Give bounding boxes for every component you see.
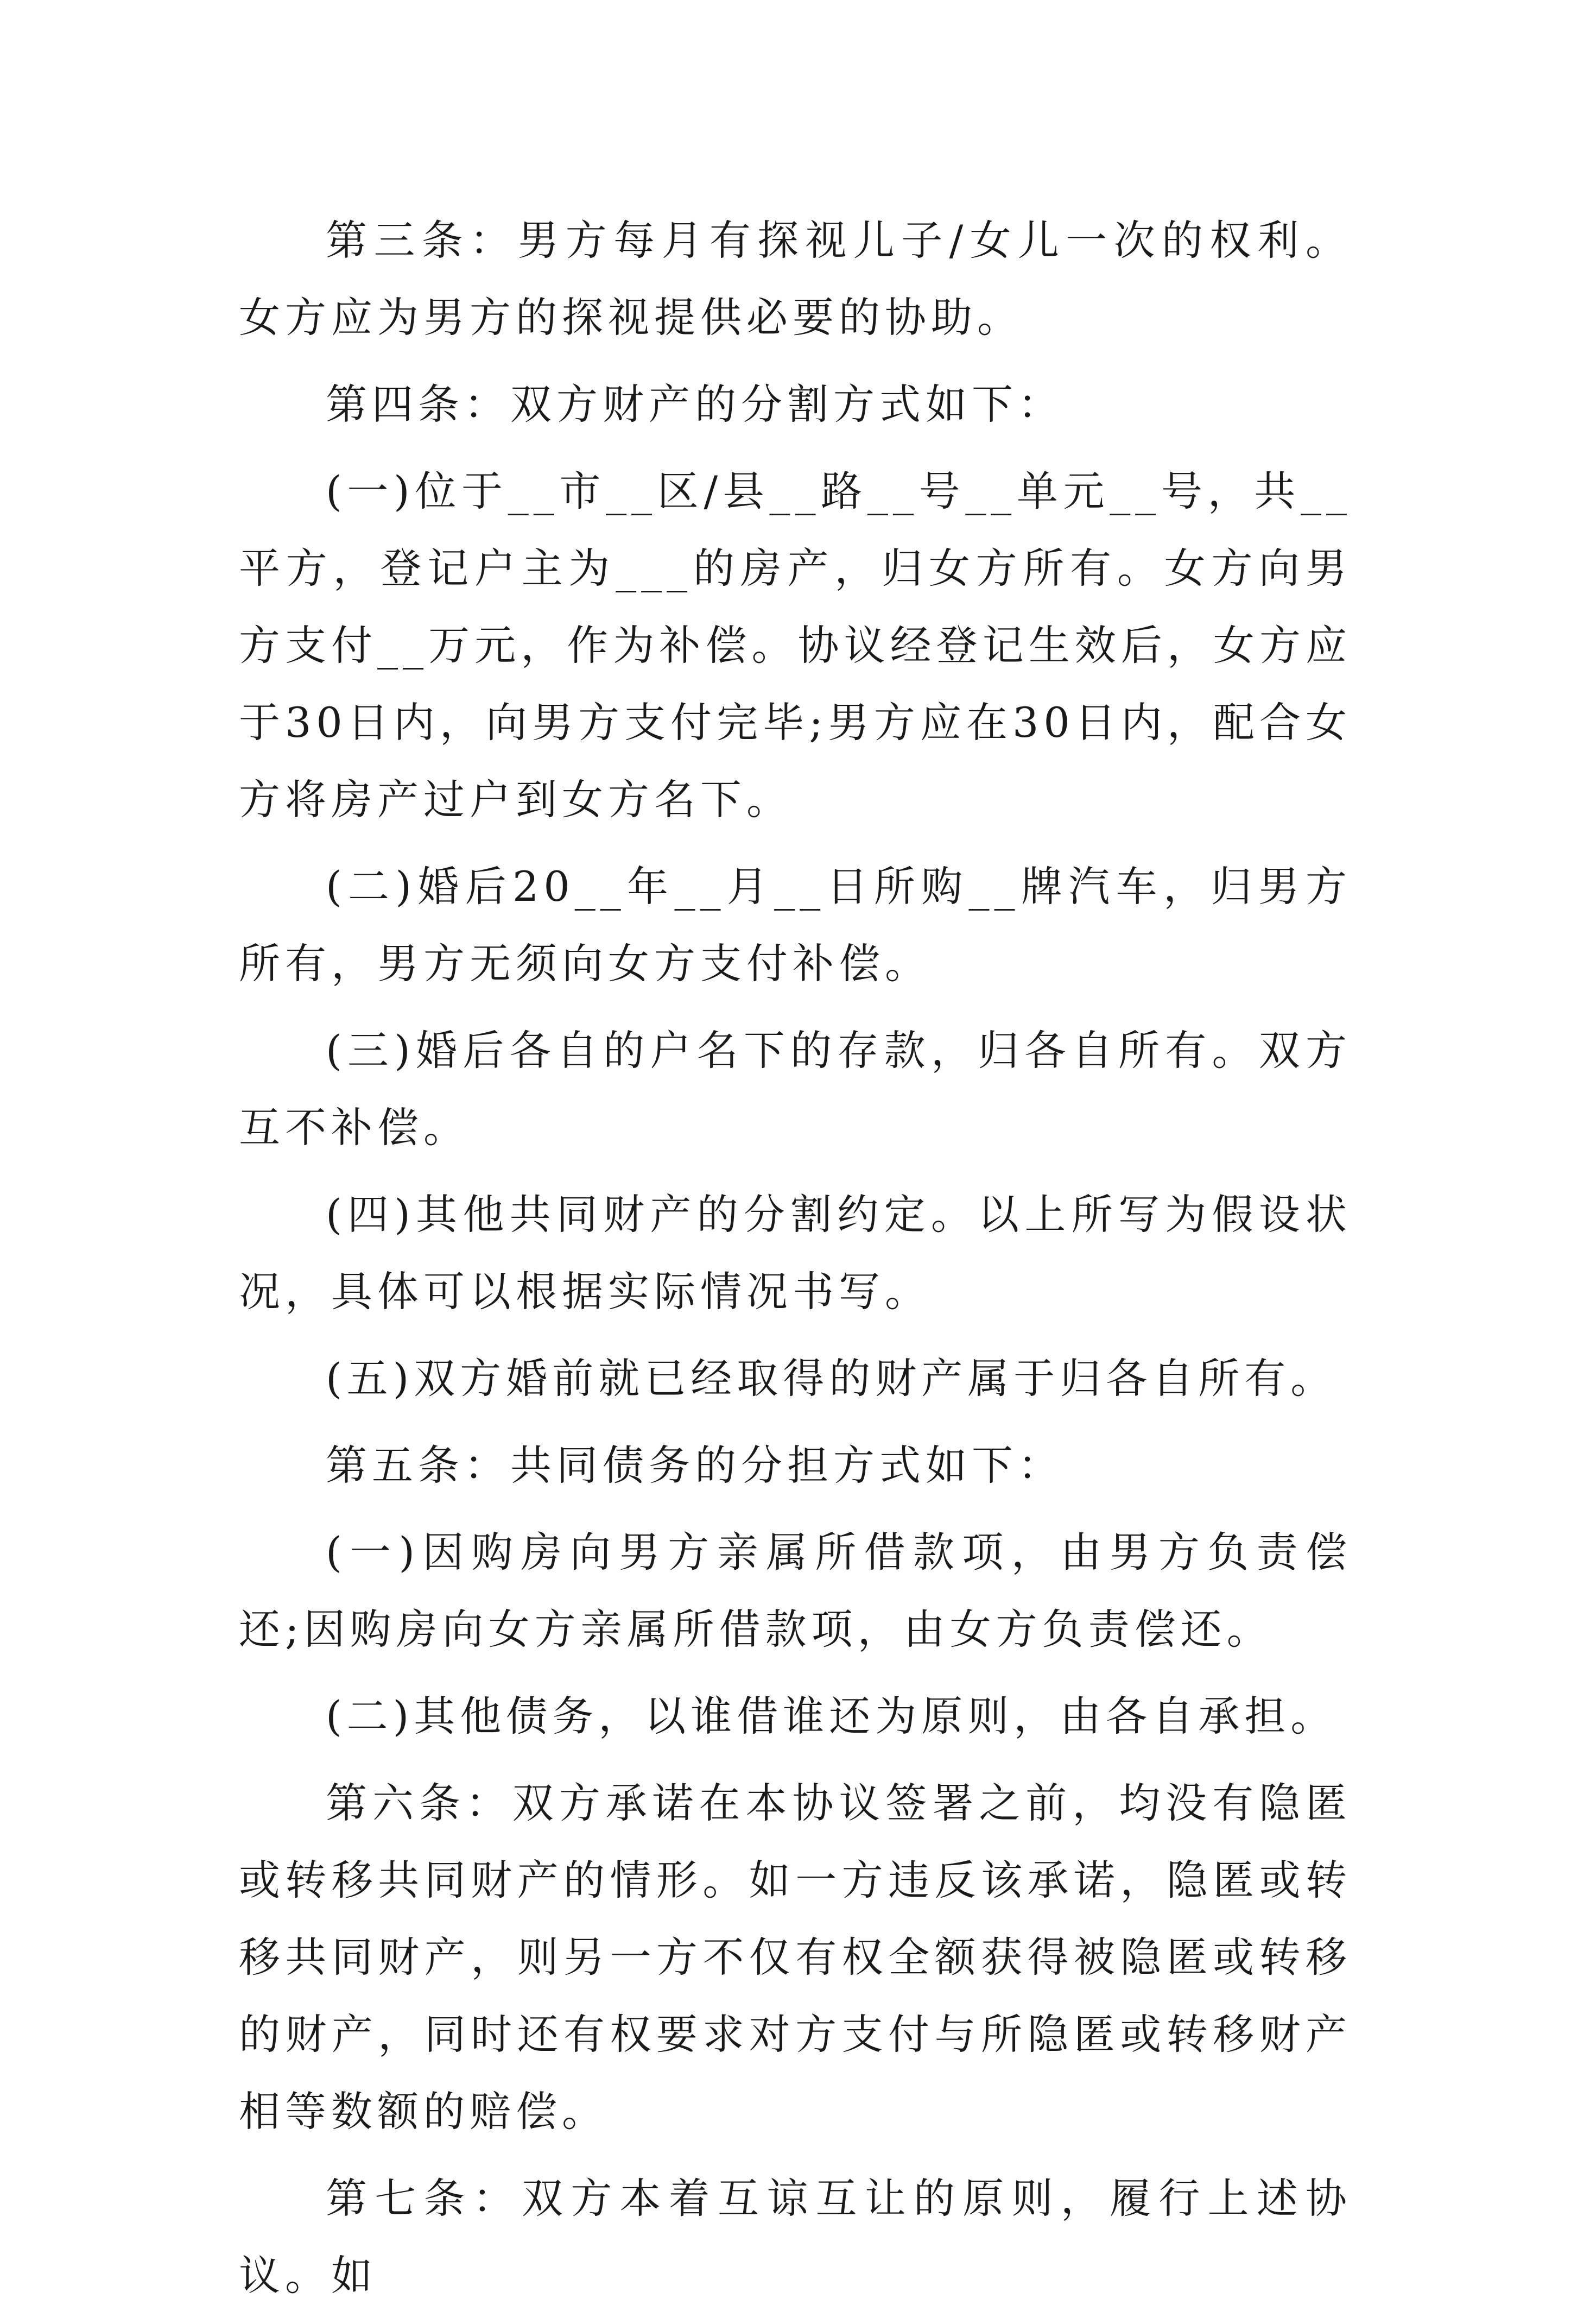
document-body <box>239 202 1352 2324</box>
article-4-item-1-house: (一)位于__市__区/县__路__号__单元__号，共__平方，登记户主为___的房产，归女方所有。女方向男方支付__万元，作为补偿。协议经登记生效后，女方应于30日内，向男方支付完毕;男方应在30日内，配合女方将房产过户到女方名下。 <box>239 467 1352 824</box>
article-5-heading: 第五条：共同债务的分担方式如下： <box>326 1441 1064 1489</box>
article-6-commitment: 第六条：双方承诺在本协议签署之前，均没有隐匿或转移共同财产的情形。如一方违反该承诺，隐匿或转移共同财产，则另一方不仅有权全额获得被隐匿或转移的财产，同时还有权要求对方支付与所隐匿或转移财产相等数额的赔偿。 <box>239 1779 1352 2136</box>
article-3-visitation: 第三条：男方每月有探视儿子/女儿一次的权利。女方应为男方的探视提供必要的协助。 <box>239 216 1352 342</box>
article-4-item-3-deposits: (三)婚后各自的户名下的存款，归各自所有。双方互不补偿。 <box>239 1026 1352 1152</box>
article-4-item-4-other-property: (四)其他共同财产的分割约定。以上所写为假设状况，具体可以根据实际情况书写。 <box>239 1190 1352 1316</box>
article-4-heading: 第四条：双方财产的分割方式如下： <box>326 380 1064 428</box>
article-4-item-5-premarital-property: (五)双方婚前就已经取得的财产属于归各自所有。 <box>326 1354 1337 1403</box>
article-5-item-1-loans: (一)因购房向男方亲属所借款项，由男方负责偿还;因购房向女方亲属所借款项，由女方负责偿还。 <box>239 1528 1352 1653</box>
article-5-item-2-other-debts: (二)其他债务，以谁借谁还为原则，由各自承担。 <box>326 1692 1337 1740</box>
article-7-partial: 第七条：双方本着互谅互让的原则，履行上述协议。如 <box>239 2174 1352 2300</box>
article-4-item-2-car: (二)婚后20__年__月__日所购__牌汽车，归男方所有，男方无须向女方支付补偿。 <box>239 862 1352 988</box>
